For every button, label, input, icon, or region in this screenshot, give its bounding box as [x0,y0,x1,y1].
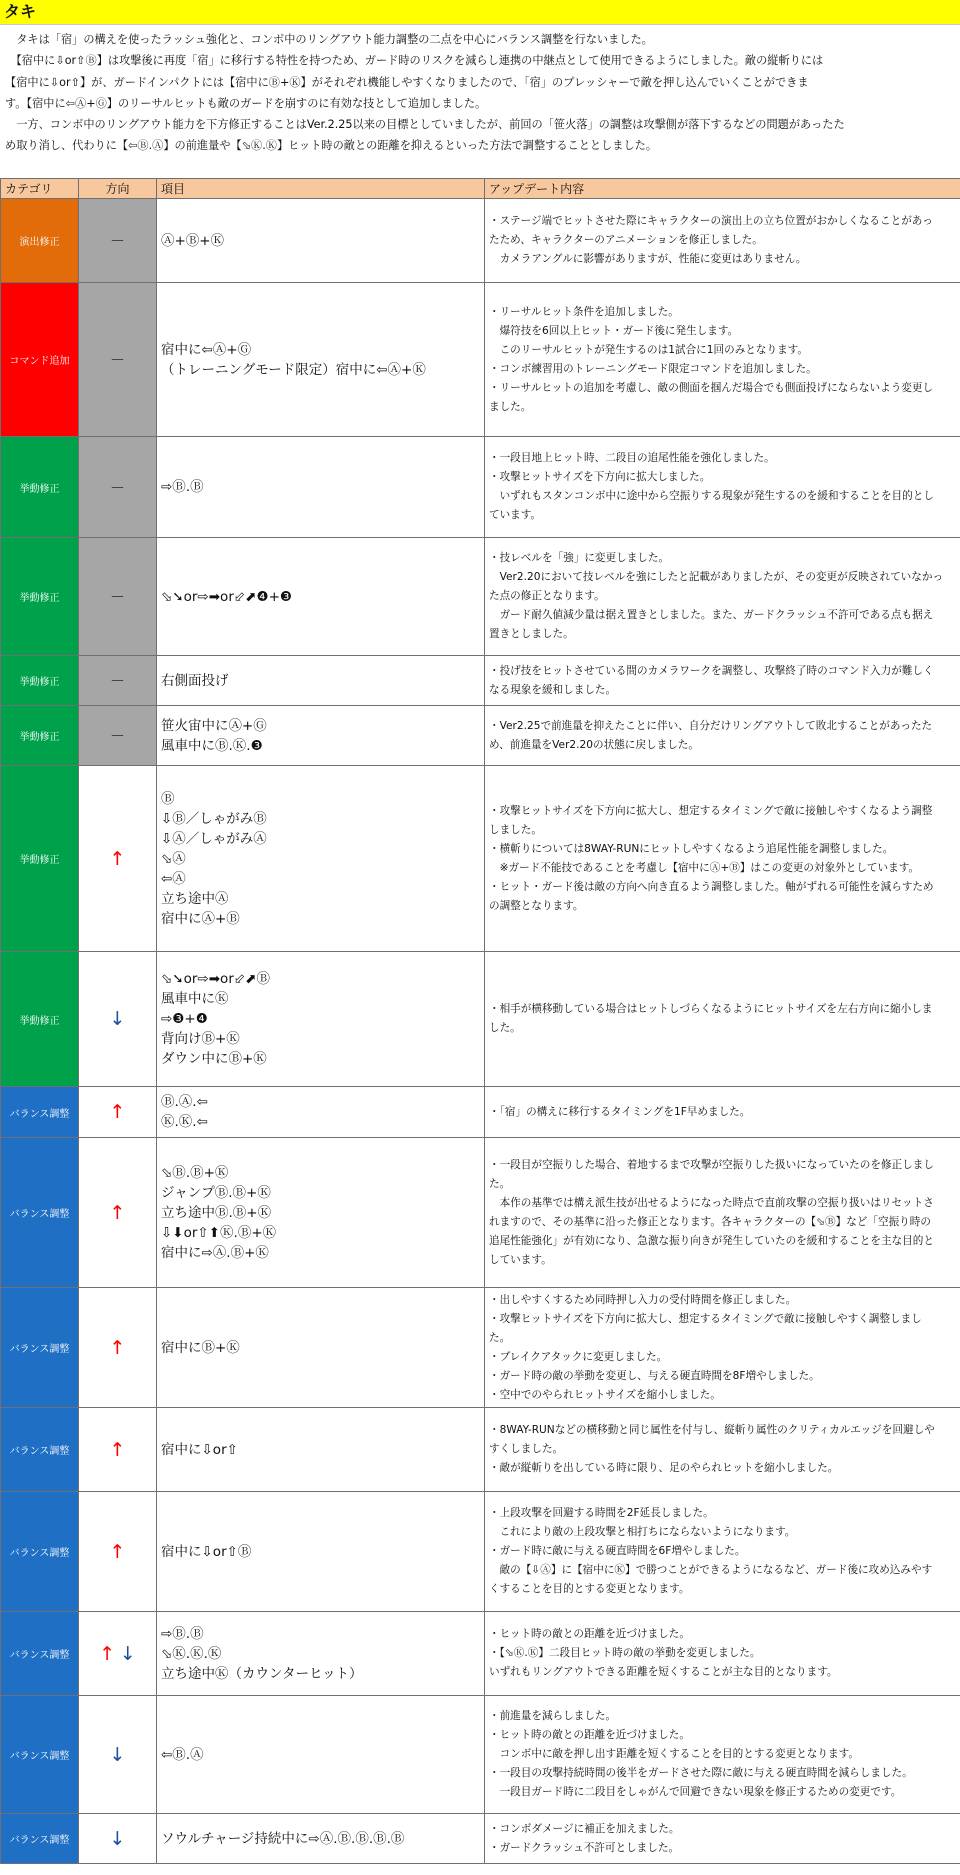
category-cell: 挙動修正 [1,437,79,538]
intro-paragraph: 【宿中に⇩or⇧Ⓑ】は攻撃後に再度「宿」に移行する特性を持つため、ガード時のリスクを減らし連携の中継点として使用できるようにしました。敵の縦斬りには [5,54,824,68]
arrow-up-icon: ↑ [109,1101,126,1123]
update-content-line: ・リーサルヒットの追加を考慮し、敵の側面を掴んだ場合でも側面投げにならないよう変更し [489,381,934,394]
arrow-down-icon: ↓ [109,1827,126,1850]
header-direction: 方向 [79,179,157,199]
move-command: 宿中に⇩or⇧ [161,1441,238,1458]
intro-paragraph: タキは「宿」の構えを使ったラッシュ強化と、コンボ中のリングアウト能力調整の二点を中心にバランス調整を行ないました。 [5,33,653,46]
update-content-line: ガード耐久値減少量は据え置きとしました。また、ガードクラッシュ不許可である点も据え [489,609,934,621]
arrow-up-icon: ↑ [109,1201,126,1224]
update-content-line: た点の修正となります。 [489,590,605,602]
direction-cell [79,1492,157,1612]
update-content-line: しています。 [489,1253,552,1266]
update-content-line: した。 [489,1022,521,1034]
move-command: ⇦Ⓐ [161,870,186,887]
update-content-line: ・技レベルを「強」に変更しました。 [489,552,670,564]
intro-text [0,25,960,157]
move-command: 宿中に⇦Ⓐ+Ⓖ [161,341,252,358]
update-content-line: ・8WAY-RUNなどの横移動と同じ属性を付与し、縦斬り属性のクリティカルエッジを回避しや [489,1424,935,1436]
category-cell: バランス調整 [1,1288,79,1408]
category-cell: 挙動修正 [1,656,79,706]
update-content-line: ・リーサルヒット条件を追加しました。 [489,305,679,318]
item-cell [157,952,485,1087]
move-command: ソウルチャージ持続中に⇨Ⓐ.Ⓑ.Ⓑ.Ⓑ.Ⓑ [161,1830,405,1847]
move-command: ⬂Ⓐ [161,850,186,867]
item-cell [157,199,485,283]
update-content-line: ・Ver2.25で前進量を抑えたことに伴い、自分だけリングアウトして敗北することがあったた [489,719,933,732]
move-command: Ⓐ+Ⓑ+Ⓚ [161,232,225,249]
arrow-up-icon: ↑ [109,1540,126,1563]
move-command: ダウン中にⒷ+Ⓚ [161,1051,267,1067]
update-content-cell [485,283,960,437]
move-command: 宿中にⒷ+Ⓚ [161,1339,240,1356]
move-command: Ⓑ [161,790,175,807]
update-content-line: ・相手が横移動している場合はヒットしづらくなるようにヒットサイズを左右方向に縮小しま [489,1003,933,1015]
category-cell: 挙動修正 [1,538,79,656]
update-content-line: 敵の【⇩Ⓐ】に【宿中にⓀ】で勝つことができるようになるなど、ガード後に攻め込みやす [489,1564,933,1576]
update-content-line: くすることを目的とする変更となります。 [489,1583,690,1595]
item-cell [157,1492,485,1612]
item-cell [157,1814,485,1864]
item-cell [157,1408,485,1492]
update-content-line: すくしました。 [489,1443,564,1455]
update-content-line: た。 [489,1177,511,1190]
update-content-cell [485,766,960,952]
item-cell [157,706,485,766]
table-row [1,437,960,538]
update-content-line: ・ガードクラッシュ不許可としました。 [489,1841,680,1854]
update-content-cell [485,1814,960,1864]
update-content-line: ・ブレイクアタックに変更しました。 [489,1350,668,1363]
item-cell [157,1612,485,1696]
item-cell [157,1087,485,1138]
update-content-line: ・ヒット・ガード後は敵の方向へ向き直るよう調整しました。軸がずれる可能性を減らすため [489,880,934,893]
table-row [1,1612,960,1696]
table-row [1,706,960,766]
update-content-line: ・【⬂Ⓚ.Ⓚ】二段目ヒット時の敵の挙動を変更しました。 [489,1647,761,1659]
update-content-line: Ver2.20において技レベルを強にしたと記載がありましたが、その変更が反映されていなかっ [489,571,944,583]
no-direction-dash: － [109,351,125,369]
direction-cell [79,952,157,1087]
direction-cell [79,199,157,283]
update-content-cell [485,199,960,283]
table-row [1,1814,960,1864]
update-content-line: ・ヒット時の敵との距離を近づけました。 [489,1729,690,1741]
direction-cell [79,1696,157,1814]
move-command: ⇩⬇or⇧⬆Ⓚ.Ⓑ+Ⓚ [161,1224,277,1241]
update-content-line: ・攻撃ヒットサイズを下方向に拡大し、想定するタイミングで敵に接触しやすく調整しまし [489,1312,922,1325]
update-content-line: ・ガード時の敵の挙動を変更し、与える硬直時間を8F増やしました。 [489,1369,820,1382]
item-cell [157,437,485,538]
update-content-line: ・ステージ端でヒットさせた際にキャラクターの演出上の立ち位置がおかしくなることがあっ [489,215,933,227]
item-cell [157,656,485,706]
table-row [1,1138,960,1288]
move-command: Ⓚ.Ⓚ.⇦ [161,1114,208,1130]
move-command: ⬂Ⓑ.Ⓑ+Ⓚ [161,1164,229,1181]
character-title: タキ [0,0,960,25]
table-row [1,766,960,952]
header-category: カテゴリ [1,179,79,199]
move-command: ⇦Ⓑ.Ⓐ [161,1746,204,1763]
update-content-line: の調整となります。 [489,899,584,912]
move-command: Ⓑ.Ⓐ.⇦ [161,1094,208,1110]
table-body [1,199,960,1864]
move-command: 背向けⒷ+Ⓚ [161,1031,240,1047]
update-content-cell [485,1612,960,1696]
update-content-line: ・一段目の攻撃持続時間の後半をガードさせた際に敵に与える硬直時間を減らしました。 [489,1767,913,1779]
update-content-line: め、前進量をVer2.20の状態に戻しました。 [489,738,699,751]
arrow-up-icon: ↑ [109,847,126,870]
category-cell: バランス調整 [1,1492,79,1612]
move-command: ⇨Ⓑ.Ⓑ [161,1625,204,1642]
update-content-line: しました。 [489,823,542,836]
direction-cell [79,1087,157,1138]
intro-paragraph: め取り消し、代わりに【⇦Ⓑ.Ⓐ】の前進量や【⬂Ⓚ.Ⓚ】ヒット時の敵との距離を抑えるといった方法で調整することとしました。 [5,139,658,153]
move-command: ⇩Ⓑ／しゃがみⒷ [161,810,267,827]
update-content-line: いずれもスタンコンボ中に途中から空振りする現象が発生するのを緩和することを目的とし [489,490,934,502]
update-content-cell [485,538,960,656]
update-content-line: ・敵が縦斬りを出している時に限り、足のやられヒットを縮小しました。 [489,1462,839,1474]
update-content-line: ・攻撃ヒットサイズを下方向に拡大し、想定するタイミングで敵に接触しやすくなるよう調整 [489,804,933,817]
move-command: ⬂Ⓚ.Ⓚ.Ⓚ [161,1645,222,1662]
update-content-line: なる現象を緩和しました。 [489,683,617,696]
table-row [1,199,960,283]
direction-cell [79,1288,157,1408]
no-direction-dash: － [109,672,125,690]
category-cell: 挙動修正 [1,706,79,766]
arrow-down-icon: ↓ [119,1642,136,1665]
update-content-line: 置きとしました。 [489,628,574,640]
intro-paragraph: 一方、コンボ中のリングアウト能力を下方修正することはVer.2.25以来の目標としていましたが、前回の「笹火落」の調整は攻撃側が落下するなどの問題があったた [5,118,845,132]
update-content-cell [485,1696,960,1814]
update-content-line: カメラアングルに影響がありますが、性能に変更はありません。 [489,253,807,265]
move-command: ⇩Ⓐ／しゃがみⒶ [161,830,267,847]
update-content-line: た。 [489,1331,511,1344]
item-cell [157,538,485,656]
move-command: ⬂➘or⇨➡or⬃⬈Ⓑ [161,971,270,987]
category-cell: バランス調整 [1,1612,79,1696]
update-content-line: ・一段目が空振りした場合、着地するまで攻撃が空振りした扱いになっていたのを修正しまし [489,1158,934,1171]
move-command: ⇨Ⓑ.Ⓑ [161,479,204,495]
move-command: 立ち途中Ⓑ.Ⓑ+Ⓚ [161,1204,272,1221]
direction-cell [79,538,157,656]
item-cell [157,1288,485,1408]
item-cell [157,1696,485,1814]
no-direction-dash: － [109,727,125,745]
category-cell: バランス調整 [1,1408,79,1492]
direction-cell [79,1612,157,1696]
update-content-line: 本作の基準では構え派生技が出せるようになった時点で直前攻撃の空振り扱いはリセットさ [489,1196,934,1209]
update-content-line: ・投げ技をヒットさせている間のカメラワークを調整し、攻撃終了時のコマンド入力が難しく [489,664,934,677]
direction-cell [79,437,157,538]
update-content-cell [485,1492,960,1612]
move-command: 立ち途中Ⓚ（カウンターヒット） [161,1665,363,1682]
category-cell: バランス調整 [1,1696,79,1814]
update-content-line: ・攻撃ヒットサイズを下方向に拡大しました。 [489,471,711,483]
update-content-line: ・一段目地上ヒット時、二段目の追尾性能を強化しました。 [489,452,775,464]
update-content-cell [485,952,960,1087]
update-content-line: ・コンボダメージに補正を加えました。 [489,1822,680,1835]
update-content-line: ・出しやすくするため同時押し入力の受付時間を修正しました。 [489,1293,797,1306]
move-command: 立ち途中Ⓐ [161,890,229,907]
update-content-line: ・空中でのやられヒットサイズを縮小しました。 [489,1388,721,1401]
move-command: 右側面投げ [161,672,229,689]
header-item: 項目 [157,179,485,199]
update-content-line: 爆符技を6回以上ヒット・ガード後に発生します。 [489,324,739,337]
table-row [1,538,960,656]
no-direction-dash: － [109,588,125,606]
direction-cell [79,706,157,766]
table-row [1,1288,960,1408]
move-command: 宿中にⒶ+Ⓑ [161,910,240,927]
intro-paragraph: す。【宿中に⇦Ⓐ+Ⓖ】のリーサルヒットも敵のガードを崩すのに有効な技として追加しました。 [5,96,487,110]
direction-cell [79,656,157,706]
category-cell: コマンド追加 [1,283,79,437]
table-row [1,1696,960,1814]
update-content-line: ・前進量を減らしました。 [489,1710,617,1722]
table-row [1,1492,960,1612]
move-command: ⇨❸+❹ [161,1011,208,1027]
direction-cell [79,1408,157,1492]
move-command: 宿中に⇨Ⓐ.Ⓑ+Ⓚ [161,1244,269,1261]
patch-table [0,178,960,1864]
update-content-cell [485,1087,960,1138]
update-content-line: ・ガード時に敵に与える硬直時間を6F増やしました。 [489,1545,746,1557]
update-content-line: これにより敵の上段攻撃と相打ちにならないようになります。 [489,1526,796,1538]
category-cell: 挙動修正 [1,952,79,1087]
direction-cell [79,1814,157,1864]
update-content-line: コンボ中に敵を押し出す距離を短くすることを目的とする変更となります。 [489,1748,859,1760]
move-command: ⬂➘or⇨➡or⬃⬈❹+❸ [161,588,293,605]
update-content-cell [485,1138,960,1288]
item-cell [157,283,485,437]
update-content-line: いずれもリングアウトできる距離を短くすることが主な目的となります。 [489,1666,838,1678]
direction-cell [79,766,157,952]
update-content-line: このリーサルヒットが発生するのは1試合に1回のみとなります。 [489,343,809,356]
arrow-down-icon: ↓ [109,1008,126,1030]
table-header-row [1,179,960,199]
table-row [1,283,960,437]
table-row [1,656,960,706]
update-content-cell [485,656,960,706]
move-command: 笹火宙中にⒶ+Ⓖ [161,717,267,734]
category-cell: バランス調整 [1,1087,79,1138]
update-content-line: ・「宿」の構えに移行するタイミングを1F早めました。 [489,1105,751,1118]
arrow-up-icon: ↑ [109,1438,126,1461]
category-cell: 挙動修正 [1,766,79,952]
update-content-line: ・コンボ練習用のトレーニングモード限定コマンドを追加しました。 [489,362,817,375]
table-row [1,1087,960,1138]
update-content-line: ・横斬りについては8WAY-RUNにヒットしやすくなるよう追尾性能を調整しました。 [489,842,894,855]
update-content-line: 一段目ガード時に二段目をしゃがんで回避できない現象を修正するための変更です。 [489,1786,902,1798]
update-content-line: たため、キャラクターのアニメーションを修正しました。 [489,234,763,246]
move-command: 宿中に⇩or⇧Ⓑ [161,1543,252,1560]
arrow-up-icon: ↑ [99,1642,116,1665]
header-content: アップデート内容 [485,179,960,199]
category-cell: バランス調整 [1,1138,79,1288]
move-command: （トレーニングモード限定）宿中に⇦Ⓐ+Ⓚ [161,361,426,378]
update-content-cell [485,1288,960,1408]
move-command: 風車中にⓀ [161,991,229,1007]
update-content-line: ※ガード不能技であることを考慮し【宿中にⒶ+Ⓑ】はこの変更の対象外としています。 [489,861,920,874]
update-content-cell [485,1408,960,1492]
table-row [1,1408,960,1492]
category-cell: バランス調整 [1,1814,79,1864]
item-cell [157,766,485,952]
no-direction-dash: － [109,232,125,250]
table-row [1,952,960,1087]
direction-cell [79,283,157,437]
update-content-line: ました。 [489,400,532,413]
move-command: ジャンプⒷ.Ⓑ+Ⓚ [161,1184,271,1201]
update-content-line: ・ヒット時の敵との距離を近づけました。 [489,1628,690,1640]
update-content-line: れますので、その基準に沿った修正となります。各キャラクターの【⬂Ⓑ】など「空振り時の [489,1215,931,1228]
category-cell: 演出修正 [1,199,79,283]
update-content-line: 追尾性能強化」が有効になり、急激な振り向きが発生していたのを緩和することを主な目的と [489,1234,934,1247]
move-command: 風車中にⒷ.Ⓚ.❸ [161,737,263,754]
direction-cell [79,1138,157,1288]
update-content-line: ・上段攻撃を回避する時間を2F延長しました。 [489,1507,714,1519]
update-content-line: ています。 [489,509,542,521]
intro-paragraph: 【宿中に⇩or⇧】が、ガードインパクトには【宿中にⒷ+Ⓚ】がそれぞれ機能しやすくなりましたので、「宿」のプレッシャーで敵を押し込んでいくことができま [5,75,809,89]
arrow-down-icon: ↓ [109,1743,126,1766]
update-content-cell [485,437,960,538]
item-cell [157,1138,485,1288]
arrow-up-icon: ↑ [109,1336,126,1359]
no-direction-dash: － [109,478,125,497]
update-content-cell [485,706,960,766]
